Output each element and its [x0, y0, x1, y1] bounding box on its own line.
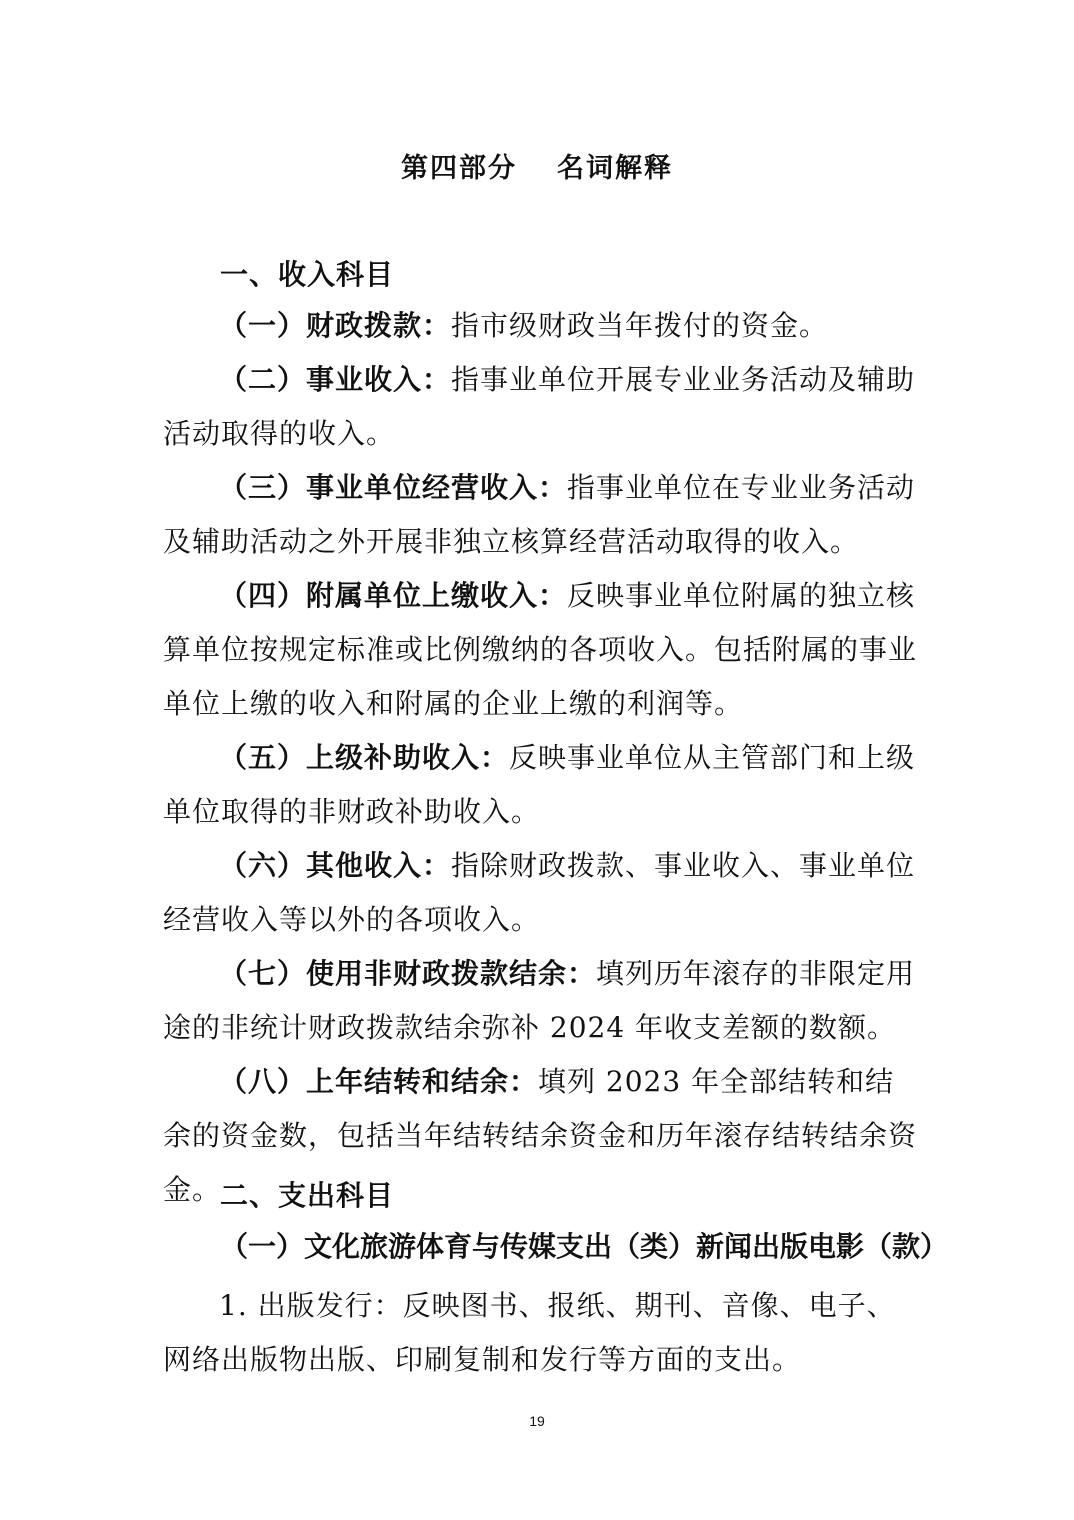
- income-item-6: [163, 839, 923, 947]
- section-heading-income: 一、收入科目: [220, 258, 395, 291]
- term-label: （一）财政拨款：: [219, 309, 452, 342]
- term-label: （六）其他收入：: [219, 849, 452, 882]
- term-definition: 指除财政拨款、事业收入、事业单位经营收入等以外的各项收入。: [163, 849, 916, 936]
- term-label: （八）上年结转和结余：: [219, 1065, 539, 1098]
- income-item-4: [163, 569, 923, 731]
- term-definition: 填列 2023 年全部结转和结余的资金数，包括当年结转结余资金和历年滚存结转结余资金。: [163, 1065, 918, 1206]
- term-definition: 填列历年滚存的非限定用途的非统计财政拨款结余弥补 2024 年收支差额的数额。: [163, 957, 916, 1044]
- section-heading-expense: 二、支出科目: [220, 1179, 395, 1212]
- term-definition: 反映事业单位从主管部门和上级单位取得的非财政补助收入。: [163, 741, 916, 828]
- income-item-3: [163, 461, 923, 569]
- expense-subheading: （一）文化旅游体育与传媒支出（类）新闻出版电影（款）: [220, 1230, 949, 1263]
- income-item-5: [163, 731, 923, 839]
- term-label: （二）事业收入：: [219, 363, 452, 396]
- term-label: （三）事业单位经营收入：: [219, 471, 568, 504]
- term-definition: 反映事业单位附属的独立核算单位按规定标准或比例缴纳的各项收入。包括附属的事业单位上缴的收入和附属的企业上缴的利润等。: [163, 579, 918, 720]
- title-part: 第四部分: [401, 153, 517, 184]
- income-item-1: [163, 299, 923, 353]
- title-name: 名词解释: [557, 153, 673, 184]
- page-number: 19: [529, 1413, 545, 1429]
- term-definition: 指事业单位开展专业业务活动及辅助活动取得的收入。: [163, 363, 916, 450]
- term-label: （四）附属单位上缴收入：: [219, 579, 568, 612]
- term-definition: 指事业单位在专业业务活动及辅助活动之外开展非独立核算经营活动取得的收入。: [163, 471, 916, 558]
- income-item-7: [163, 947, 923, 1055]
- term-label: （七）使用非财政拨款结余：: [219, 957, 597, 990]
- term-label: （五）上级补助收入：: [219, 741, 510, 774]
- expense-item-1: 1. 出版发行：反映图书、报纸、期刊、音像、电子、网络出版物出版、印刷复制和发行等方面的支出。: [163, 1289, 896, 1376]
- income-item-2: [163, 353, 923, 461]
- page-title: [0, 146, 1074, 185]
- term-definition: 指市级财政当年拨付的资金。: [451, 309, 829, 342]
